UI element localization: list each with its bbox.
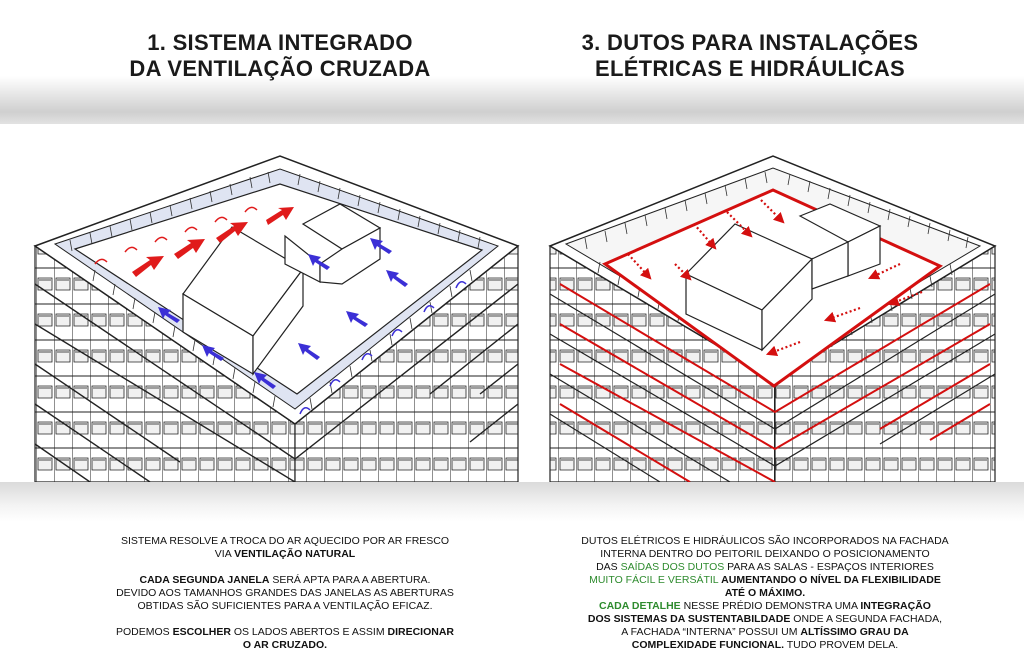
right-caption-emphasis: ALTÍSSIMO GRAU DA — [800, 626, 909, 638]
left-caption-text: DEVIDO AOS TAMANHOS GRANDES DAS JANELAS AS ABERTURAS — [116, 587, 454, 599]
left-title-line2: DA VENTILAÇÃO CRUZADA — [129, 56, 431, 81]
right-caption-text: A FACHADA “INTERNA” POSSUI UM — [621, 626, 801, 638]
left-caption-emphasis: VENTILAÇÃO NATURAL — [234, 548, 356, 560]
right-title-line2: ELÉTRICAS E HIDRÁULICAS — [594, 56, 906, 81]
left-caption-p3 — [110, 626, 460, 652]
right-caption-emphasis: INTEGRAÇÃO — [860, 600, 931, 612]
right-caption-text: DUTOS ELÉTRICOS E HIDRÁULICOS SÃO INCORPORADOS NA FACHADA — [581, 535, 949, 547]
right-caption-highlight: SAÍDAS DOS DUTOS — [620, 561, 725, 573]
left-caption-emphasis: ESCOLHER — [172, 626, 231, 638]
right-caption-emphasis: AUMENTANDO O NÍVEL DA FLEXIBILIDADE — [718, 574, 941, 586]
left-title-line1: 1. SISTEMA INTEGRADO — [147, 30, 413, 55]
left-title — [120, 30, 440, 82]
right-title-line1: 3. DUTOS PARA INSTALAÇÕES — [581, 30, 919, 55]
left-caption-text: VIA — [214, 548, 235, 560]
right-caption-text: NESSE PRÉDIO DEMONSTRA UMA — [680, 600, 861, 612]
left-caption-p2 — [110, 574, 460, 613]
right-caption-emphasis: DOS SISTEMAS DA SUSTENTABILDADE — [587, 613, 791, 625]
diagram-panel — [0, 124, 1024, 482]
right-caption-highlight: CADA DETALHE — [599, 600, 681, 612]
left-caption-emphasis: O AR CRUZADO. — [242, 639, 328, 651]
left-caption-text: OS LADOS ABERTOS E ASSIM — [230, 626, 388, 638]
left-caption-text: PODEMOS — [115, 626, 173, 638]
right-building — [550, 156, 995, 482]
right-caption-text: INTERNA DENTRO DO PEITORIL DEIXANDO O POSICIONAMENTO — [600, 548, 930, 560]
right-caption-text: PARA AS SALAS - ESPAÇOS INTERIORES — [724, 561, 934, 573]
right-title — [560, 30, 940, 82]
right-caption-body — [575, 535, 955, 652]
left-caption-emphasis: CADA SEGUNDA JANELA — [139, 574, 270, 586]
left-caption-text: OBTIDAS SÃO SUFICIENTES PARA A VENTILAÇÃO EFICAZ. — [137, 600, 433, 612]
left-caption-emphasis: DIRECIONAR — [387, 626, 455, 638]
left-building — [35, 156, 518, 482]
right-caption-text: ONDE A SEGUNDA FACHADA, — [790, 613, 943, 625]
right-caption-emphasis: ATÉ O MÁXIMO. — [724, 587, 806, 599]
left-caption-text: SISTEMA RESOLVE A TROCA DO AR AQUECIDO POR AR FRESCO — [120, 535, 450, 547]
top-shadow-band — [0, 76, 1024, 124]
right-caption-highlight: MUITO FÁCIL E VERSÁTIL — [589, 574, 719, 586]
right-caption-emphasis: COMPLEXIDADE FUNCIONAL. — [631, 639, 785, 651]
right-caption-text: DAS — [596, 561, 621, 573]
left-caption-p1 — [110, 535, 460, 561]
left-caption — [110, 535, 460, 652]
right-caption — [575, 535, 955, 652]
right-caption-text: TUDO PROVEM DELA. — [784, 639, 899, 651]
left-caption-text: SERÁ APTA PARA A ABERTURA. — [269, 574, 431, 586]
bottom-shadow-band — [0, 482, 1024, 522]
